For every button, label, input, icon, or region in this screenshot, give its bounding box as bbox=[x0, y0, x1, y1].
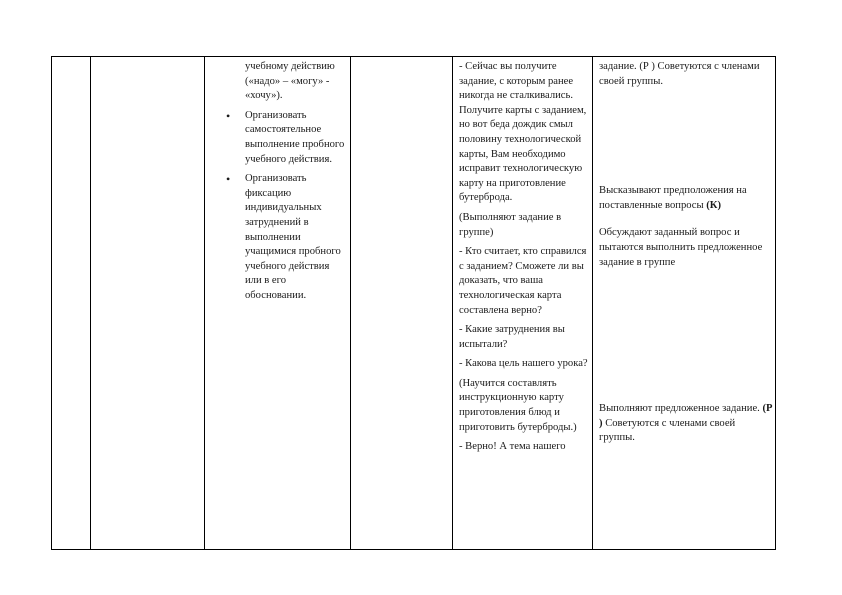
goal-item: • Организовать самостоятельное выполнение пробного учебного действия. bbox=[210, 109, 345, 167]
teacher-line: (Выполняют задание в группе) bbox=[459, 211, 562, 238]
student-line: задание. (Р ) Советуются с членами своей группы. bbox=[599, 61, 760, 87]
teacher-line: (Научится составлять инструкционную карту приготовления блюд и приготовить бутерброды.) bbox=[459, 377, 577, 433]
teacher-line: - Сейчас вы получите задание, с которым ранее никогда не сталкивались. Получите карты с заданием, но вот беда дождик смыл половину технологической карты, Вам необходимо исправит технологическую карту на приготовление бутерброда. bbox=[459, 61, 587, 204]
teacher-line: - Какие затруднения вы испытали? bbox=[459, 324, 565, 350]
goal-item: • Организовать фиксацию индивидуальных затруднений в выполнении учащимися пробного учебного действия или в его обосновании. bbox=[210, 172, 345, 303]
student-text: Высказывают предположения на поставленные вопросы bbox=[599, 185, 747, 211]
student-line bbox=[598, 184, 773, 213]
teacher-line: - Верно! А тема нашего bbox=[459, 441, 566, 453]
lesson-table bbox=[51, 56, 776, 550]
student-activity-cell bbox=[598, 57, 773, 446]
student-line bbox=[598, 402, 773, 446]
competence-mark: (Р ) bbox=[599, 403, 773, 429]
student-text: Выполняют предложенное задание. bbox=[599, 403, 760, 415]
goals-cell bbox=[210, 57, 345, 304]
goals-list bbox=[210, 109, 345, 304]
goal-continuation: учебному действию («надо» – «могу» - «хочу»). bbox=[245, 61, 335, 102]
column-divider bbox=[204, 57, 205, 549]
student-line: Обсуждают заданный вопрос и пытаются выполнить предложенное задание в группе bbox=[599, 227, 763, 268]
column-divider bbox=[350, 57, 351, 549]
student-text: Советуются с членами своей группы. bbox=[599, 417, 736, 444]
column-divider bbox=[452, 57, 453, 549]
competence-mark: (К) bbox=[706, 199, 722, 211]
teacher-line: - Какова цель нашего урока? bbox=[459, 358, 588, 370]
teacher-activity-cell bbox=[457, 57, 592, 455]
column-divider bbox=[90, 57, 91, 549]
teacher-line: - Кто считает, кто справился с заданием? Сможете ли вы доказать, что ваша технологическая карта составлена верно? bbox=[459, 246, 587, 316]
column-divider bbox=[592, 57, 593, 549]
